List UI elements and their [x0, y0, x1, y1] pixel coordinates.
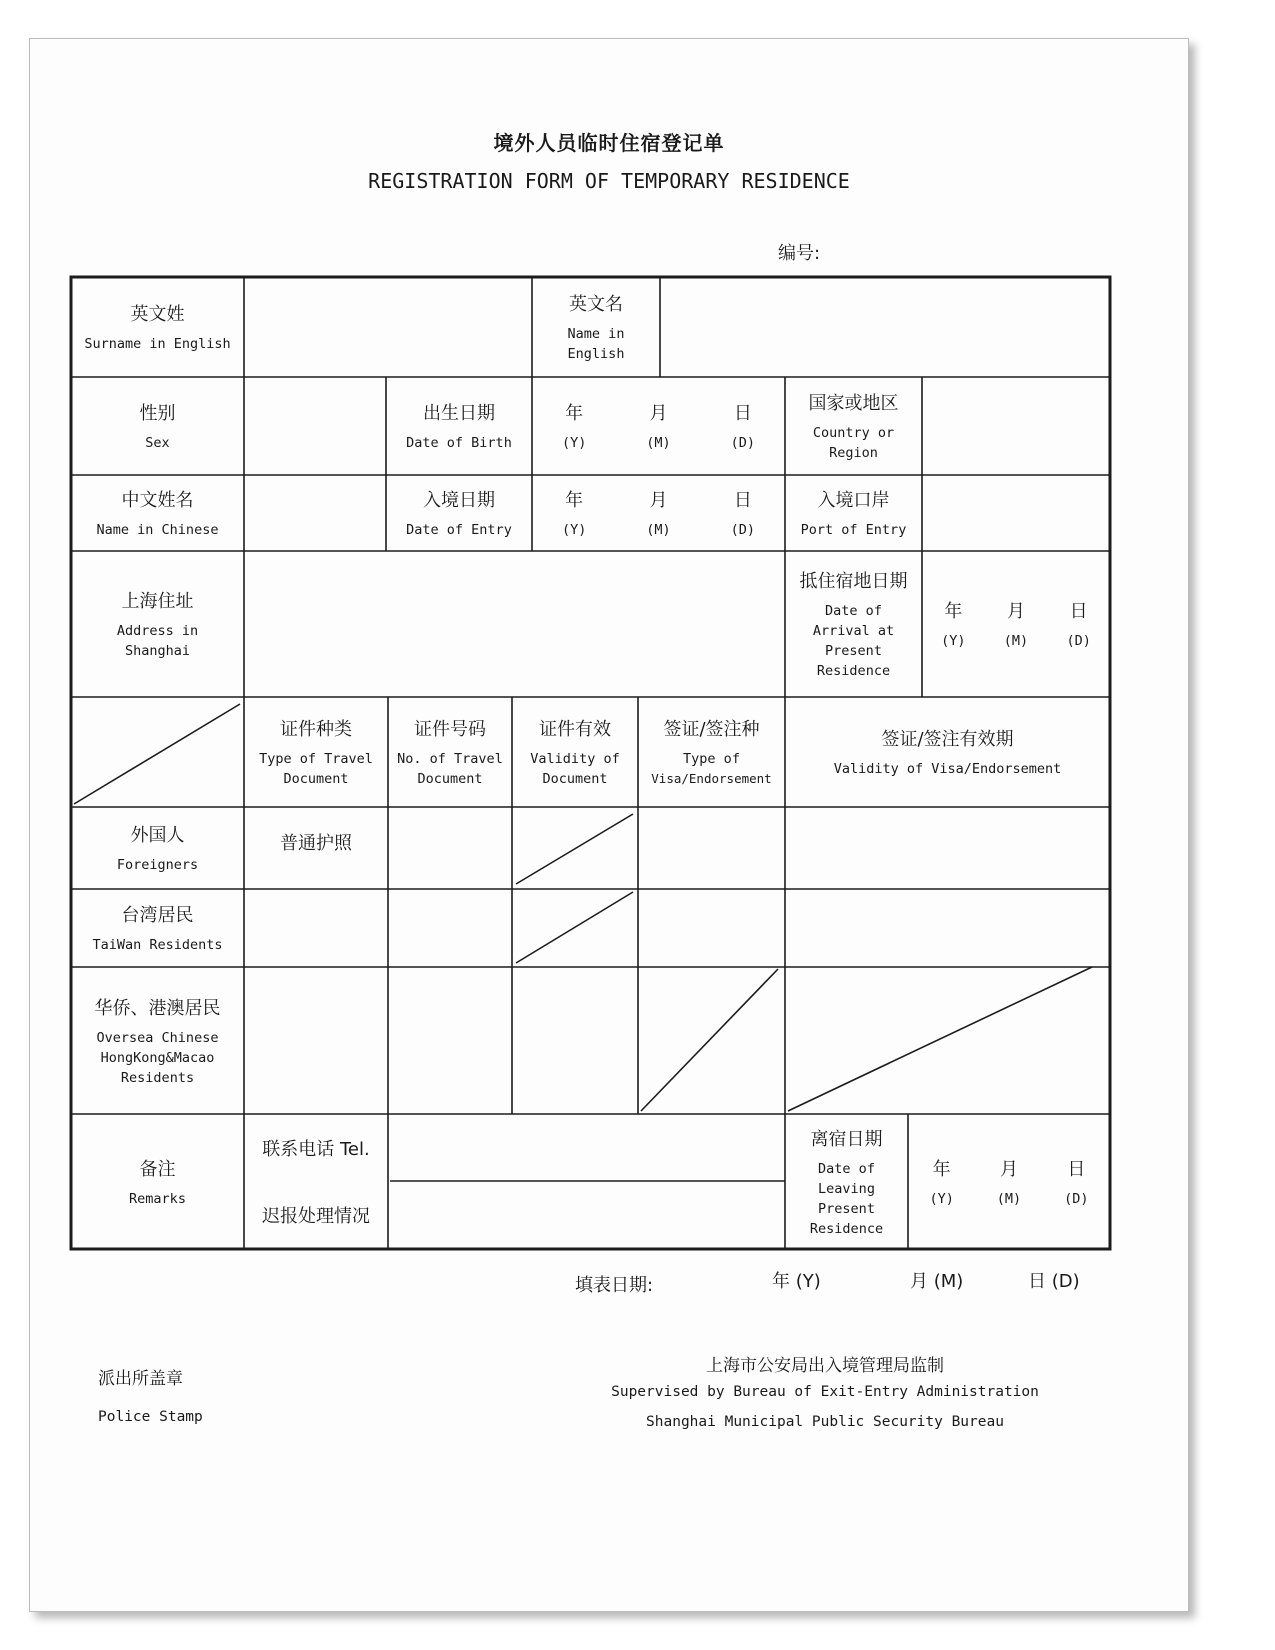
dob-date-units — [532, 377, 785, 475]
month-unit-cn: 月 — [649, 403, 668, 424]
day-unit-en: (D) — [1066, 633, 1091, 649]
day-unit-cn: 日 — [1067, 1158, 1086, 1180]
visa-type-header-en-2: Visa/Endorsement — [651, 771, 772, 786]
arrival-date-label-en-4: Residence — [816, 663, 891, 679]
day-unit-en: (D) — [730, 435, 756, 451]
surname-label-en: Surname in English — [84, 336, 231, 352]
ordinary-passport-text: 普通护照 — [280, 833, 352, 854]
oversea-label-en-2: HongKong&Macao — [100, 1049, 215, 1066]
dob-label — [386, 377, 532, 475]
address-label-en-1: Address in — [116, 623, 199, 639]
month-unit-en: (M) — [996, 1190, 1022, 1207]
sex-label-en: Sex — [145, 435, 170, 451]
month-unit-en: (M) — [646, 522, 671, 538]
day-unit-cn: 日 — [1069, 601, 1088, 622]
foreigners-row-label — [71, 807, 244, 889]
tel-label — [244, 1114, 388, 1181]
port-of-entry-label-en: Port of Entry — [800, 522, 907, 538]
surname-label-cn: 英文姓 — [130, 304, 185, 325]
doc-validity-header — [512, 697, 638, 807]
supervisor-cn: 上海市公安局出入境管理局监制 — [706, 1356, 944, 1376]
month-unit-en: (M) — [646, 435, 671, 451]
arrival-date-label-en-2: Arrival at — [812, 623, 895, 639]
leaving-date-label-en-2: Leaving — [818, 1180, 875, 1197]
entry-date-label-cn: 入境日期 — [423, 490, 495, 511]
address-label-cn: 上海住址 — [121, 591, 194, 612]
chinese-name-label-cn: 中文姓名 — [121, 490, 194, 511]
leaving-date-label — [785, 1114, 908, 1249]
month-unit-cn: 月 — [999, 1158, 1018, 1180]
arrival-date-label-en-1: Date of — [825, 603, 882, 619]
entry-date-label — [386, 475, 532, 551]
year-unit-en: (Y) — [929, 1190, 954, 1207]
chinese-name-label-en: Name in Chinese — [96, 522, 219, 538]
address-label-en-2: Shanghai — [124, 643, 191, 659]
arrival-date-label — [785, 551, 922, 697]
dob-label-cn: 出生日期 — [423, 403, 495, 424]
supervisor-en-line-2: Shanghai Municipal Public Security Bureau — [646, 1414, 1004, 1430]
oversea-label-en-3: Residents — [120, 1069, 195, 1086]
year-unit-en: (Y) — [561, 522, 587, 538]
remarks-label — [71, 1114, 244, 1249]
fill-date-day: 日 (D) — [1028, 1271, 1080, 1292]
fill-date-year: 年 (Y) — [772, 1271, 821, 1292]
foreigners-doc-type — [244, 807, 388, 877]
doc-number-header-cn: 证件号码 — [414, 719, 486, 740]
entry-date-units — [532, 475, 785, 551]
remarks-label-cn: 备注 — [139, 1158, 176, 1180]
year-unit-cn: 年 — [932, 1158, 951, 1180]
given-name-label-en-2: English — [567, 346, 625, 362]
arrival-date-label-cn: 抵住宿地日期 — [799, 571, 908, 592]
oversea-label-en-1: Oversea Chinese — [96, 1029, 219, 1046]
doc-type-header-en-2: Document — [283, 771, 349, 787]
leaving-date-label-en-4: Residence — [809, 1220, 884, 1237]
doc-validity-header-en-1: Validity of — [530, 751, 620, 767]
tel-label-text: 联系电话 Tel. — [262, 1138, 370, 1160]
leaving-date-label-en-1: Date of — [818, 1160, 875, 1177]
police-stamp-label-cn: 派出所盖章 — [98, 1369, 183, 1389]
doc-validity-header-en-2: Document — [542, 771, 608, 787]
taiwan-label-en: TaiWan Residents — [92, 937, 223, 953]
visa-validity-header-en: Validity of Visa/Endorsement — [833, 761, 1062, 777]
day-unit-en: (D) — [730, 522, 756, 538]
day-unit-cn: 日 — [733, 403, 752, 424]
sex-label-cn: 性别 — [139, 403, 176, 424]
serial-number-label: 编号: — [778, 243, 821, 264]
arrival-date-label-en-3: Present — [825, 643, 882, 659]
month-unit-en: (M) — [1003, 633, 1029, 649]
foreigners-label-en: Foreigners — [116, 857, 199, 873]
late-report-label-text: 迟报处理情况 — [262, 1206, 370, 1227]
oversea-label-cn: 华侨、港澳居民 — [94, 997, 221, 1019]
year-unit-en: (Y) — [561, 435, 587, 451]
doc-validity-header-cn: 证件有效 — [539, 719, 611, 740]
given-name-label-en-1: Name in — [567, 326, 625, 342]
given-name-label — [532, 277, 660, 377]
visa-validity-header-cn: 签证/签注有效期 — [881, 729, 1014, 750]
leaving-date-label-cn: 离宿日期 — [810, 1128, 883, 1150]
year-unit-cn: 年 — [565, 490, 584, 511]
surname-label — [71, 277, 244, 377]
given-name-label-cn: 英文名 — [569, 294, 623, 315]
port-of-entry-label-cn: 入境口岸 — [817, 490, 890, 511]
year-unit-cn: 年 — [944, 601, 963, 622]
taiwan-row-label — [71, 889, 244, 967]
form-sheet — [29, 38, 1189, 1612]
visa-type-header — [638, 697, 785, 807]
address-label — [71, 551, 244, 697]
arrival-date-units — [922, 551, 1110, 697]
late-report-label — [244, 1181, 388, 1249]
port-of-entry-label — [785, 475, 922, 551]
remarks-label-en: Remarks — [129, 1190, 186, 1207]
visa-type-header-en-1: Type of — [683, 751, 740, 767]
sex-label — [71, 377, 244, 475]
fill-date-month: 月 (M) — [910, 1271, 964, 1292]
country-label-en-1: Country or — [812, 425, 895, 441]
country-label — [785, 377, 922, 475]
doc-type-header — [244, 697, 388, 807]
form-title-chinese: 境外人员临时住宿登记单 — [493, 131, 725, 155]
taiwan-label-cn: 台湾居民 — [121, 905, 194, 926]
doc-number-header-en-1: No. of Travel — [397, 751, 503, 767]
chinese-name-label — [71, 475, 244, 551]
doc-number-header — [388, 697, 512, 807]
day-unit-cn: 日 — [733, 490, 752, 511]
foreigners-label-cn: 外国人 — [130, 825, 185, 846]
leaving-date-label-en-3: Present — [818, 1200, 875, 1217]
day-unit-en: (D) — [1064, 1190, 1089, 1207]
year-unit-cn: 年 — [565, 403, 584, 424]
supervisor-en-line-1: Supervised by Bureau of Exit-Entry Administration — [611, 1384, 1039, 1400]
entry-date-label-en: Date of Entry — [406, 522, 512, 538]
doc-number-header-en-2: Document — [417, 771, 483, 787]
dob-label-en: Date of Birth — [406, 435, 512, 451]
doc-type-header-cn: 证件种类 — [280, 719, 352, 740]
month-unit-cn: 月 — [1006, 601, 1025, 622]
country-label-en-2: Region — [829, 445, 878, 461]
month-unit-cn: 月 — [649, 490, 668, 511]
year-unit-en: (Y) — [941, 633, 966, 649]
leaving-date-units — [908, 1114, 1110, 1249]
visa-validity-header — [785, 697, 1110, 807]
police-stamp-label-en: Police Stamp — [98, 1409, 203, 1425]
doc-type-header-en-1: Type of Travel — [259, 751, 373, 767]
oversea-row-label — [71, 967, 244, 1114]
fill-date-label: 填表日期: — [575, 1275, 654, 1296]
form-title-english: REGISTRATION FORM OF TEMPORARY RESIDENCE — [368, 169, 850, 193]
visa-type-header-cn: 签证/签注种 — [663, 719, 760, 740]
country-label-cn: 国家或地区 — [808, 393, 899, 414]
